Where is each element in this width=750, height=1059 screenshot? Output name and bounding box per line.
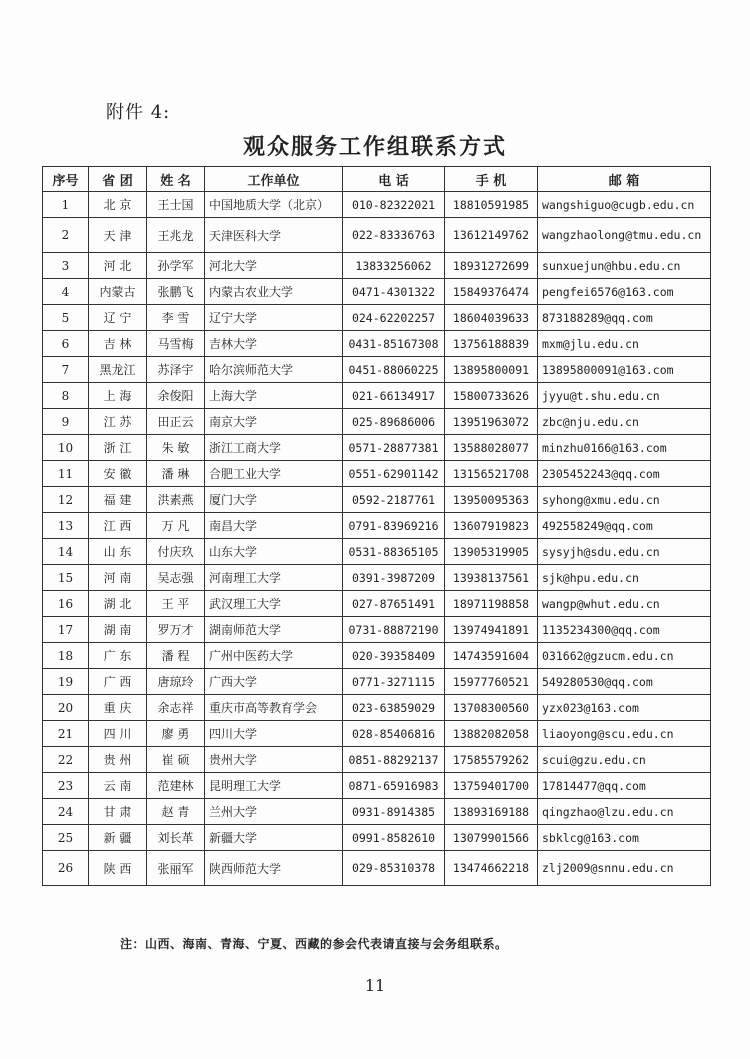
cell-province: 山 东 xyxy=(89,539,147,565)
cell-unit: 山东大学 xyxy=(205,539,343,565)
cell-province: 云 南 xyxy=(89,773,147,799)
cell-phone: 0791-83969216 xyxy=(343,513,445,539)
cell-province: 辽 宁 xyxy=(89,305,147,331)
cell-province: 甘 肃 xyxy=(89,799,147,825)
table-row xyxy=(43,513,711,539)
cell-mobile: 13893169188 xyxy=(445,799,538,825)
cell-name: 马雪梅 xyxy=(147,331,205,357)
table-row xyxy=(43,825,711,851)
cell-mobile: 18931272699 xyxy=(445,253,538,279)
cell-index: 10 xyxy=(43,435,89,461)
table-row xyxy=(43,643,711,669)
cell-unit: 湖南师范大学 xyxy=(205,617,343,643)
header-email: 邮 箱 xyxy=(538,167,711,192)
cell-unit: 河北大学 xyxy=(205,253,343,279)
table-row xyxy=(43,357,711,383)
cell-mobile: 13474662218 xyxy=(445,851,538,886)
cell-name: 李 雪 xyxy=(147,305,205,331)
cell-index: 13 xyxy=(43,513,89,539)
cell-email: 1135234300@qq.com xyxy=(538,617,711,643)
table-row xyxy=(43,487,711,513)
table-row xyxy=(43,851,711,886)
cell-phone: 022-83336763 xyxy=(343,218,445,253)
cell-index: 22 xyxy=(43,747,89,773)
cell-phone: 0431-85167308 xyxy=(343,331,445,357)
table-row xyxy=(43,539,711,565)
cell-email: sysyjh@sdu.edu.cn xyxy=(538,539,711,565)
cell-index: 6 xyxy=(43,331,89,357)
table-row xyxy=(43,192,711,218)
cell-index: 23 xyxy=(43,773,89,799)
cell-name: 崔 硕 xyxy=(147,747,205,773)
cell-unit: 吉林大学 xyxy=(205,331,343,357)
cell-index: 11 xyxy=(43,461,89,487)
cell-mobile: 18810591985 xyxy=(445,192,538,218)
cell-unit: 河南理工大学 xyxy=(205,565,343,591)
cell-phone: 028-85406816 xyxy=(343,721,445,747)
table-row xyxy=(43,773,711,799)
cell-index: 18 xyxy=(43,643,89,669)
cell-unit: 兰州大学 xyxy=(205,799,343,825)
cell-phone: 0931-8914385 xyxy=(343,799,445,825)
cell-mobile: 15800733626 xyxy=(445,383,538,409)
header-name: 姓 名 xyxy=(147,167,205,192)
cell-index: 9 xyxy=(43,409,89,435)
cell-mobile: 13156521708 xyxy=(445,461,538,487)
cell-unit: 重庆市高等教育学会 xyxy=(205,695,343,721)
cell-email: jyyu@t.shu.edu.cn xyxy=(538,383,711,409)
cell-name: 赵 青 xyxy=(147,799,205,825)
cell-unit: 浙江工商大学 xyxy=(205,435,343,461)
cell-index: 2 xyxy=(43,218,89,253)
cell-phone: 0771-3271115 xyxy=(343,669,445,695)
cell-province: 湖 北 xyxy=(89,591,147,617)
cell-unit: 陕西师范大学 xyxy=(205,851,343,886)
cell-phone: 0592-2187761 xyxy=(343,487,445,513)
cell-index: 12 xyxy=(43,487,89,513)
cell-province: 广 西 xyxy=(89,669,147,695)
cell-email: wangp@whut.edu.cn xyxy=(538,591,711,617)
cell-unit: 广州中医药大学 xyxy=(205,643,343,669)
table-row xyxy=(43,331,711,357)
cell-phone: 0471-4301322 xyxy=(343,279,445,305)
cell-email: syhong@xmu.edu.cn xyxy=(538,487,711,513)
cell-province: 福 建 xyxy=(89,487,147,513)
cell-email: liaoyong@scu.edu.cn xyxy=(538,721,711,747)
cell-mobile: 15849376474 xyxy=(445,279,538,305)
cell-name: 田正云 xyxy=(147,409,205,435)
cell-mobile: 13756188839 xyxy=(445,331,538,357)
cell-mobile: 18604039633 xyxy=(445,305,538,331)
cell-name: 罗万才 xyxy=(147,617,205,643)
cell-mobile: 13588028077 xyxy=(445,435,538,461)
table-row xyxy=(43,591,711,617)
cell-unit: 南昌大学 xyxy=(205,513,343,539)
cell-email: pengfei6576@163.com xyxy=(538,279,711,305)
cell-name: 王兆龙 xyxy=(147,218,205,253)
table-row xyxy=(43,409,711,435)
cell-province: 上 海 xyxy=(89,383,147,409)
cell-province: 天 津 xyxy=(89,218,147,253)
cell-phone: 023-63859029 xyxy=(343,695,445,721)
cell-province: 内蒙古 xyxy=(89,279,147,305)
cell-unit: 中国地质大学（北京） xyxy=(205,192,343,218)
table-row xyxy=(43,565,711,591)
cell-name: 唐琼玲 xyxy=(147,669,205,695)
cell-unit: 贵州大学 xyxy=(205,747,343,773)
cell-email: sbklcg@163.com xyxy=(538,825,711,851)
cell-email: yzx023@163.com xyxy=(538,695,711,721)
cell-email: 17814477@qq.com xyxy=(538,773,711,799)
cell-province: 贵 州 xyxy=(89,747,147,773)
cell-phone: 13833256062 xyxy=(343,253,445,279)
cell-name: 王士国 xyxy=(147,192,205,218)
attachment-label: 附件 4: xyxy=(106,102,171,123)
cell-index: 24 xyxy=(43,799,89,825)
cell-mobile: 13938137561 xyxy=(445,565,538,591)
cell-email: 2305452243@qq.com xyxy=(538,461,711,487)
cell-mobile: 15977760521 xyxy=(445,669,538,695)
cell-unit: 厦门大学 xyxy=(205,487,343,513)
cell-phone: 0851-88292137 xyxy=(343,747,445,773)
cell-unit: 上海大学 xyxy=(205,383,343,409)
cell-province: 吉 林 xyxy=(89,331,147,357)
cell-email: 873188289@qq.com xyxy=(538,305,711,331)
cell-phone: 0731-88872190 xyxy=(343,617,445,643)
header-unit: 工作单位 xyxy=(205,167,343,192)
footnote: 注：山西、海南、青海、宁夏、西藏的参会代表请直接与会务组联系。 xyxy=(120,937,508,951)
cell-phone: 0391-3987209 xyxy=(343,565,445,591)
cell-unit: 哈尔滨师范大学 xyxy=(205,357,343,383)
table-row xyxy=(43,461,711,487)
cell-name: 余志祥 xyxy=(147,695,205,721)
cell-email: qingzhao@lzu.edu.cn xyxy=(538,799,711,825)
cell-email: 031662@gzucm.edu.cn xyxy=(538,643,711,669)
cell-email: 549280530@qq.com xyxy=(538,669,711,695)
cell-index: 7 xyxy=(43,357,89,383)
cell-email: sunxuejun@hbu.edu.cn xyxy=(538,253,711,279)
cell-phone: 0451-88060225 xyxy=(343,357,445,383)
table-row xyxy=(43,218,711,253)
cell-phone: 0871-65916983 xyxy=(343,773,445,799)
header-province: 省 团 xyxy=(89,167,147,192)
page-title: 观众服务工作组联系方式 xyxy=(242,134,507,160)
cell-index: 14 xyxy=(43,539,89,565)
table-row xyxy=(43,669,711,695)
cell-email: mxm@jlu.edu.cn xyxy=(538,331,711,357)
table-row xyxy=(43,747,711,773)
cell-index: 25 xyxy=(43,825,89,851)
cell-email: zbc@nju.edu.cn xyxy=(538,409,711,435)
table-row xyxy=(43,435,711,461)
cell-province: 江 西 xyxy=(89,513,147,539)
cell-index: 19 xyxy=(43,669,89,695)
cell-province: 安 徽 xyxy=(89,461,147,487)
cell-email: scui@gzu.edu.cn xyxy=(538,747,711,773)
header-phone: 电 话 xyxy=(343,167,445,192)
cell-name: 王 平 xyxy=(147,591,205,617)
table-row xyxy=(43,279,711,305)
table-row xyxy=(43,799,711,825)
cell-unit: 南京大学 xyxy=(205,409,343,435)
cell-mobile: 13950095363 xyxy=(445,487,538,513)
cell-name: 潘 琳 xyxy=(147,461,205,487)
cell-index: 26 xyxy=(43,851,89,886)
cell-index: 21 xyxy=(43,721,89,747)
cell-unit: 四川大学 xyxy=(205,721,343,747)
cell-email: 13895800091@163.com xyxy=(538,357,711,383)
cell-province: 浙 江 xyxy=(89,435,147,461)
cell-phone: 010-82322021 xyxy=(343,192,445,218)
cell-province: 北 京 xyxy=(89,192,147,218)
table-header-row xyxy=(43,167,711,192)
table-row xyxy=(43,721,711,747)
cell-unit: 天津医科大学 xyxy=(205,218,343,253)
cell-name: 刘长革 xyxy=(147,825,205,851)
cell-name: 苏泽宇 xyxy=(147,357,205,383)
cell-province: 新 疆 xyxy=(89,825,147,851)
cell-mobile: 13905319905 xyxy=(445,539,538,565)
cell-mobile: 13895800091 xyxy=(445,357,538,383)
header-index: 序号 xyxy=(43,167,89,192)
cell-name: 张丽军 xyxy=(147,851,205,886)
cell-email: 492558249@qq.com xyxy=(538,513,711,539)
cell-phone: 0571-28877381 xyxy=(343,435,445,461)
cell-province: 江 苏 xyxy=(89,409,147,435)
cell-mobile: 13612149762 xyxy=(445,218,538,253)
cell-email: wangzhaolong@tmu.edu.cn xyxy=(538,218,711,253)
cell-province: 河 北 xyxy=(89,253,147,279)
cell-index: 1 xyxy=(43,192,89,218)
cell-unit: 合肥工业大学 xyxy=(205,461,343,487)
cell-province: 黑龙江 xyxy=(89,357,147,383)
table-row xyxy=(43,305,711,331)
cell-email: sjk@hpu.edu.cn xyxy=(538,565,711,591)
cell-name: 潘 程 xyxy=(147,643,205,669)
cell-mobile: 13951963072 xyxy=(445,409,538,435)
contact-table xyxy=(42,166,711,886)
cell-email: minzhu0166@163.com xyxy=(538,435,711,461)
cell-phone: 021-66134917 xyxy=(343,383,445,409)
cell-email: wangshiguo@cugb.edu.cn xyxy=(538,192,711,218)
cell-phone: 0531-88365105 xyxy=(343,539,445,565)
cell-mobile: 13882082058 xyxy=(445,721,538,747)
cell-index: 5 xyxy=(43,305,89,331)
cell-mobile: 13759401700 xyxy=(445,773,538,799)
cell-phone: 025-89686006 xyxy=(343,409,445,435)
cell-phone: 0551-62901142 xyxy=(343,461,445,487)
cell-unit: 辽宁大学 xyxy=(205,305,343,331)
cell-phone: 029-85310378 xyxy=(343,851,445,886)
cell-phone: 020-39358409 xyxy=(343,643,445,669)
cell-index: 15 xyxy=(43,565,89,591)
header-mobile: 手 机 xyxy=(445,167,538,192)
cell-phone: 027-87651491 xyxy=(343,591,445,617)
cell-mobile: 13079901566 xyxy=(445,825,538,851)
cell-index: 20 xyxy=(43,695,89,721)
table-row xyxy=(43,253,711,279)
cell-index: 3 xyxy=(43,253,89,279)
cell-province: 湖 南 xyxy=(89,617,147,643)
cell-name: 付庆玖 xyxy=(147,539,205,565)
cell-mobile: 13607919823 xyxy=(445,513,538,539)
cell-name: 洪素燕 xyxy=(147,487,205,513)
cell-unit: 内蒙古农业大学 xyxy=(205,279,343,305)
cell-index: 17 xyxy=(43,617,89,643)
cell-name: 孙学军 xyxy=(147,253,205,279)
cell-mobile: 14743591604 xyxy=(445,643,538,669)
cell-province: 广 东 xyxy=(89,643,147,669)
cell-name: 吴志强 xyxy=(147,565,205,591)
cell-index: 8 xyxy=(43,383,89,409)
cell-province: 河 南 xyxy=(89,565,147,591)
cell-name: 万 凡 xyxy=(147,513,205,539)
cell-phone: 024-62202257 xyxy=(343,305,445,331)
cell-mobile: 18971198858 xyxy=(445,591,538,617)
page-number: 11 xyxy=(364,976,386,995)
cell-email: zlj2009@snnu.edu.cn xyxy=(538,851,711,886)
cell-unit: 新疆大学 xyxy=(205,825,343,851)
cell-name: 范建林 xyxy=(147,773,205,799)
cell-province: 四 川 xyxy=(89,721,147,747)
table-row xyxy=(43,695,711,721)
cell-phone: 0991-8582610 xyxy=(343,825,445,851)
cell-mobile: 13708300560 xyxy=(445,695,538,721)
cell-unit: 广西大学 xyxy=(205,669,343,695)
cell-unit: 武汉理工大学 xyxy=(205,591,343,617)
cell-index: 4 xyxy=(43,279,89,305)
cell-name: 张鹏飞 xyxy=(147,279,205,305)
cell-index: 16 xyxy=(43,591,89,617)
cell-name: 余俊阳 xyxy=(147,383,205,409)
cell-province: 重 庆 xyxy=(89,695,147,721)
cell-name: 朱 敏 xyxy=(147,435,205,461)
cell-province: 陕 西 xyxy=(89,851,147,886)
cell-mobile: 17585579262 xyxy=(445,747,538,773)
cell-name: 廖 勇 xyxy=(147,721,205,747)
table-row xyxy=(43,617,711,643)
cell-unit: 昆明理工大学 xyxy=(205,773,343,799)
table-row xyxy=(43,383,711,409)
cell-mobile: 13974941891 xyxy=(445,617,538,643)
